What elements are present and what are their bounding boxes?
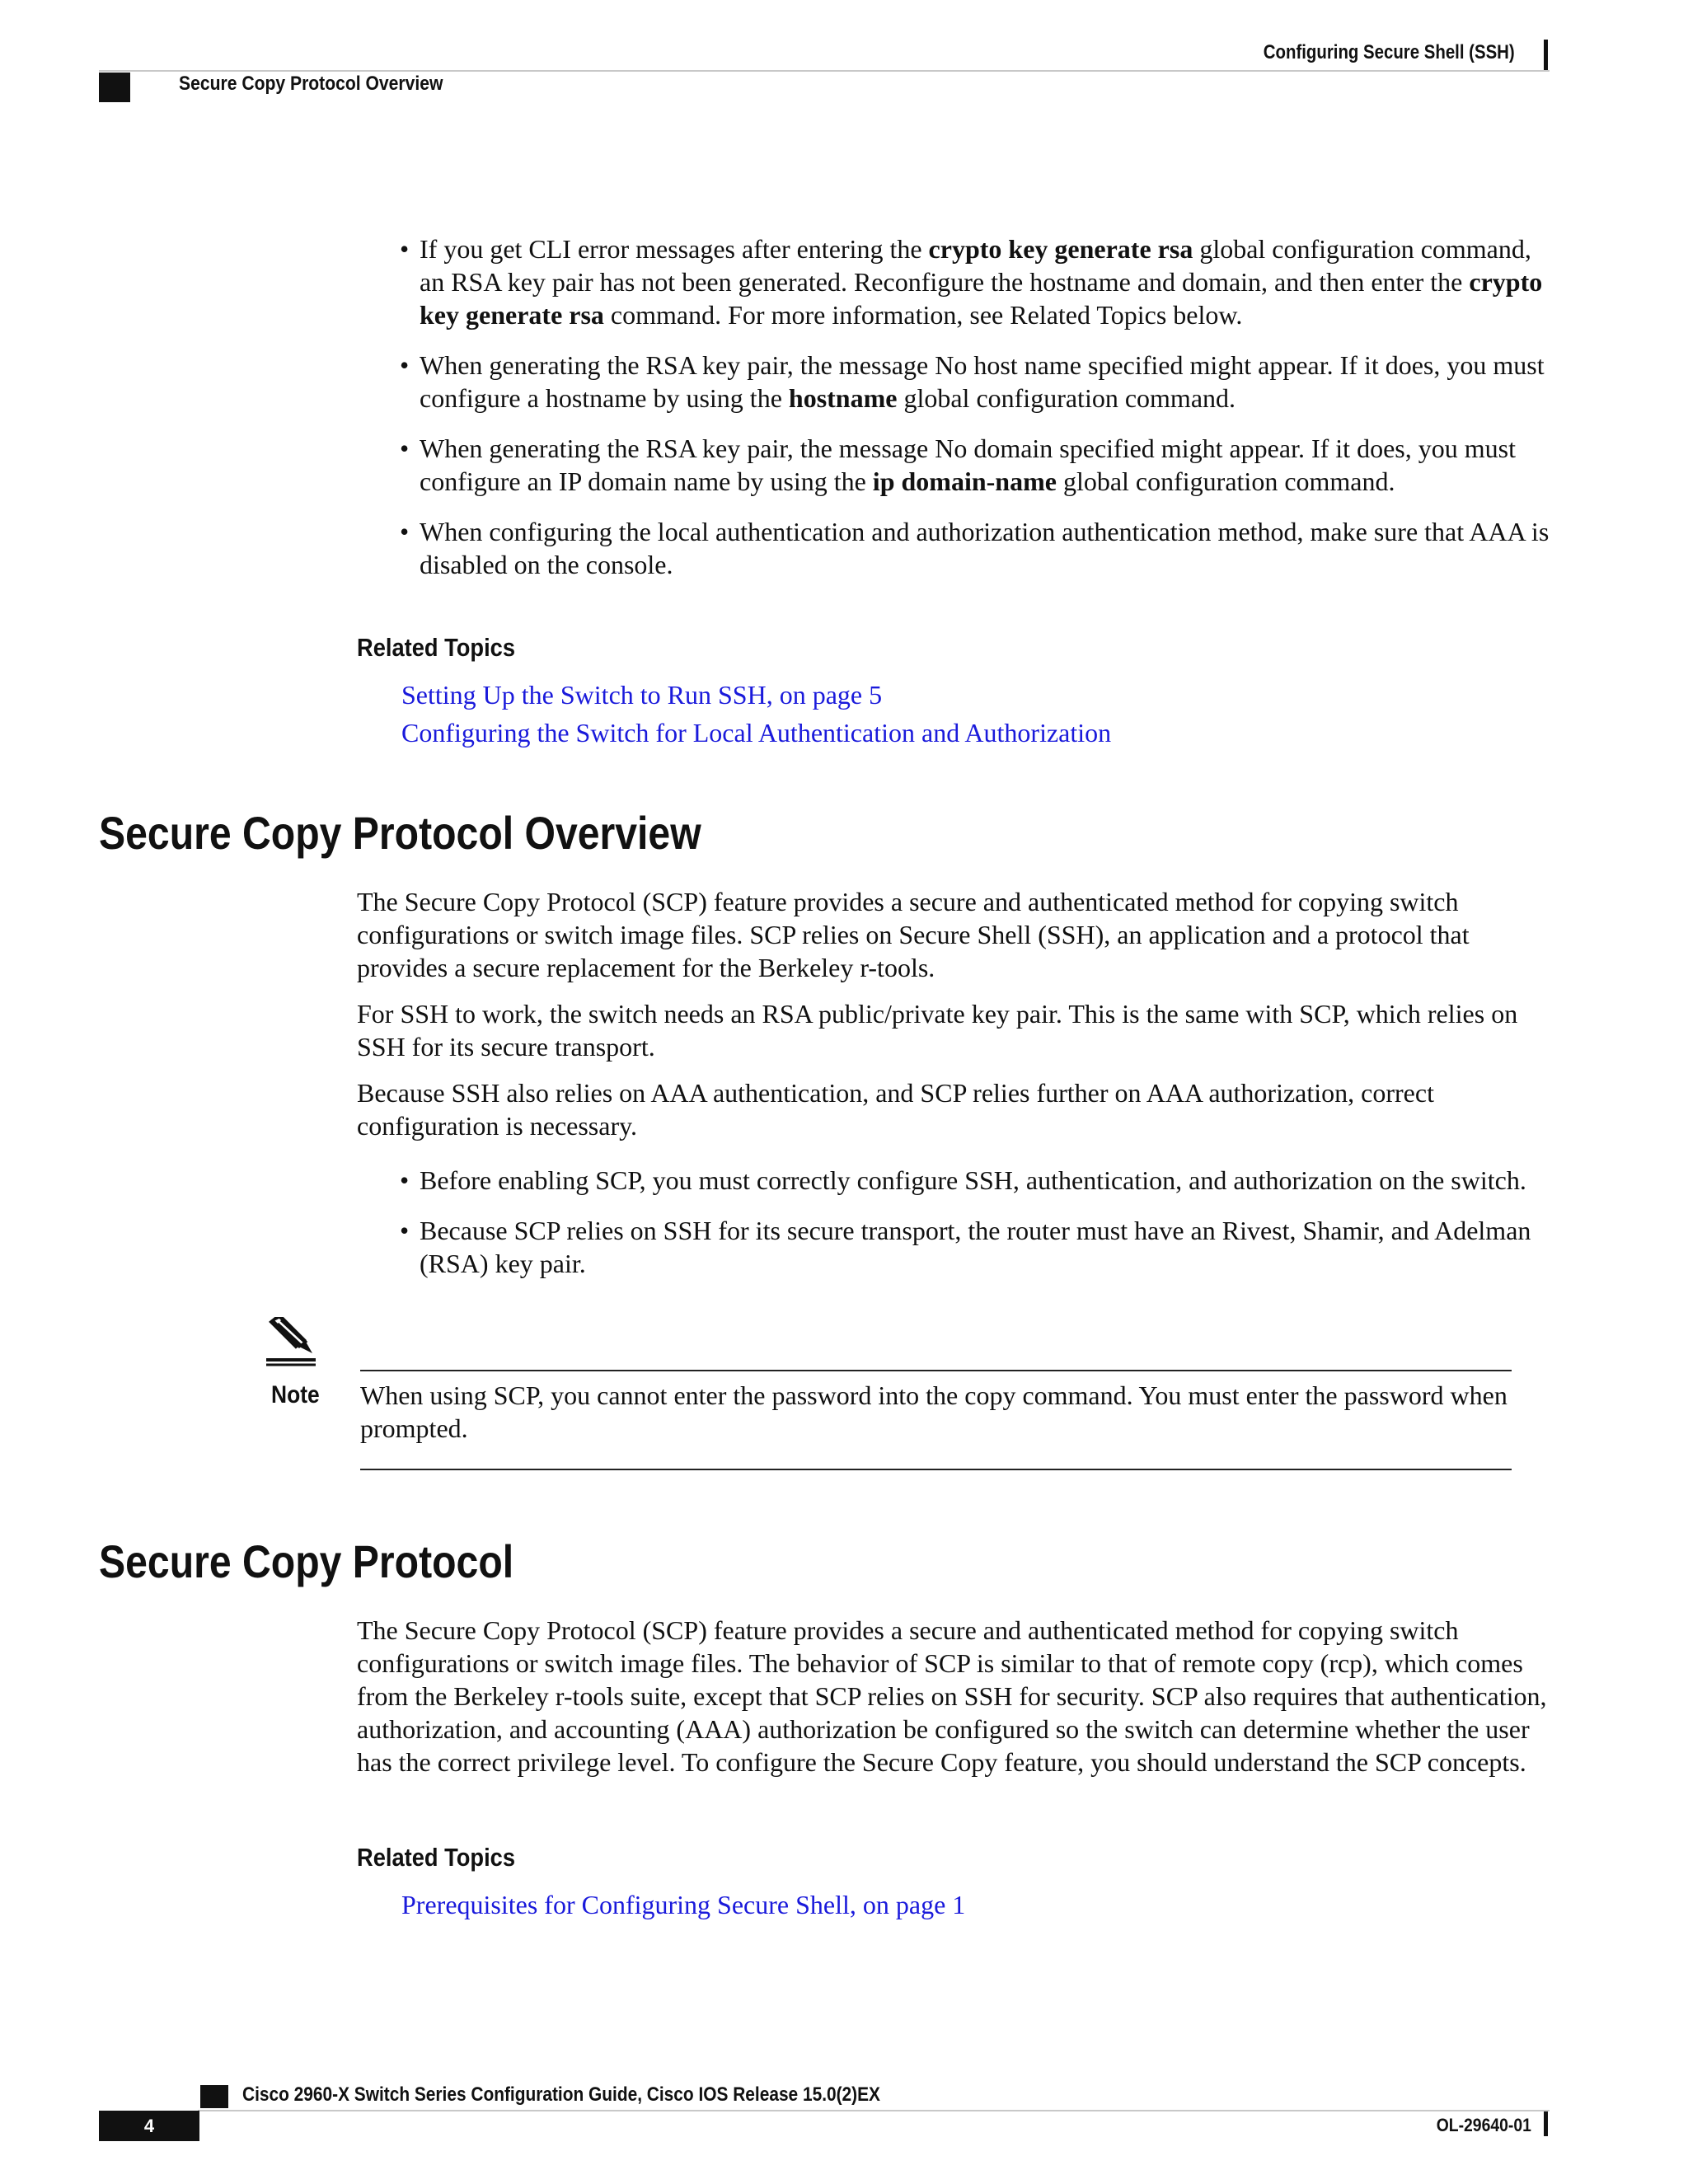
header-divider (99, 70, 1550, 72)
list-item: • Before enabling SCP, you must correctly configure SSH, authentication, and authorization on the switch. (400, 1165, 1526, 1195)
related-topics-heading: Related Topics (357, 1843, 516, 1872)
bullet-text (420, 350, 1545, 413)
command-text: crypto key generate rsa (420, 267, 1543, 330)
text-run: global configuration command. (1056, 466, 1395, 496)
text-run: When configuring the local authentication and authorization authentication method, make sure that AAA is disabled on the console. (420, 517, 1550, 579)
bullet-text (420, 434, 1516, 496)
footer-guide-title: Cisco 2960-X Switch Series Configuration Guide, Cisco IOS Release 15.0(2)EX (242, 2083, 880, 2106)
note-label: Note (271, 1381, 320, 1408)
related-link-setup-ssh[interactable]: Setting Up the Switch to Run SSH, on page 5 (401, 680, 883, 710)
footer-bar (1544, 2111, 1548, 2136)
bullet-text: Because SCP relies on SSH for its secure transport, the router must have an Rivest, Shamir, and Adelman (RSA) key pair. (420, 1216, 1531, 1278)
command-text: crypto key generate rsa (928, 234, 1193, 264)
paragraph: For SSH to work, the switch needs an RSA public/private key pair. This is the same with SCP, which relies on SSH for its secure transport. (357, 999, 1518, 1062)
section-heading-overview: Secure Copy Protocol Overview (99, 807, 701, 859)
section-heading-scp: Secure Copy Protocol (99, 1535, 514, 1587)
text-run: global configuration command, an RSA key pair has not been generated. Reconfigure the hostname and domain, and then enter the (420, 234, 1531, 297)
bullet-text (420, 517, 1549, 579)
text-run: When generating the RSA key pair, the message No host name specified might appear. If it does, you must configure a hostname by using the (420, 350, 1545, 413)
list-item: • If you get CLI error messages after entering the crypto key generate rsa global configuration command, an RSA key pair has not been generated. Reconfigure the hostname and domain, and then enter the crypto key generate rsa command. For more information, see Related Topics below. (400, 234, 1543, 330)
list-item: • When generating the RSA key pair, the message No host name specified might appear. If it does, you must configure a hostname by using the hostname global configuration command. (400, 350, 1545, 413)
overview-bullet-list (400, 1164, 1554, 1297)
scp-body (357, 1614, 1556, 1792)
text-run: When generating the RSA key pair, the message No domain specified might appear. If it does, you must configure an IP domain name by using the (420, 434, 1516, 496)
header-bar (1544, 40, 1548, 71)
list-item: • Because SCP relies on SSH for its secure transport, the router must have an Rivest, Shamir, and Adelman (RSA) key pair. (400, 1216, 1531, 1278)
note-text: When using SCP, you cannot enter the password into the copy command. You must enter the password when prompted. (360, 1380, 1507, 1443)
header-square (99, 73, 130, 102)
list-item: • When generating the RSA key pair, the message No domain specified might appear. If it does, you must configure an IP domain name by using the ip domain-name global configuration command. (400, 434, 1516, 496)
footer-doc-number: OL-29640-01 (1436, 2115, 1531, 2135)
note-top-rule (360, 1370, 1512, 1371)
text-run: command. For more information, see Related Topics below. (603, 300, 1243, 330)
list-item: • When configuring the local authentication and authorization authentication method, make sure that AAA is disabled on the console. (400, 517, 1550, 579)
related-topics-heading: Related Topics (357, 633, 516, 662)
text-run: global configuration command. (897, 383, 1236, 413)
paragraph: The Secure Copy Protocol (SCP) feature provides a secure and authenticated method for copying switch configurations or switch image files. The behavior of SCP is similar to that of remote copy (rcp), which comes from the Berkeley r-tools suite, except that SCP relies on SSH for security. SCP also requires that authentication, authorization, and accounting (AAA) authorization be configured so the switch can determine whether the user has the correct privilege level. To configure the Secure Copy feature, you should understand the SCP concepts. (357, 1615, 1547, 1777)
footer-divider (198, 2110, 1550, 2111)
footer-square (200, 2085, 228, 2108)
related-link-local-auth[interactable]: Configuring the Switch for Local Authentication and Authorization (401, 718, 1112, 748)
paragraph: Because SSH also relies on AAA authentication, and SCP relies further on AAA authorization, correct configuration is necessary. (357, 1078, 1434, 1141)
note-bottom-rule (360, 1469, 1512, 1470)
overview-body (357, 885, 1556, 1155)
bullet-text: Before enabling SCP, you must correctly configure SSH, authentication, and authorization on the switch. (420, 1165, 1526, 1195)
text-run: If you get CLI error messages after entering the (420, 234, 929, 264)
pencil-note-icon (261, 1317, 321, 1372)
bullet-text (420, 234, 1542, 330)
command-text: hostname (788, 383, 898, 413)
header-chapter-title: Configuring Secure Shell (SSH) (1264, 41, 1515, 63)
top-bullet-list (400, 232, 1554, 598)
command-text: ip domain-name (872, 466, 1057, 496)
header-section-title: Secure Copy Protocol Overview (179, 73, 443, 95)
related-link-prerequisites[interactable]: Prerequisites for Configuring Secure Shell, on page 1 (401, 1890, 966, 1919)
paragraph: The Secure Copy Protocol (SCP) feature provides a secure and authenticated method for copying switch configurations or switch image files. SCP relies on Secure Shell (SSH), an application and a protocol that provides a secure replacement for the Berkeley r-tools. (357, 887, 1470, 982)
page-number: 4 (99, 2111, 199, 2141)
